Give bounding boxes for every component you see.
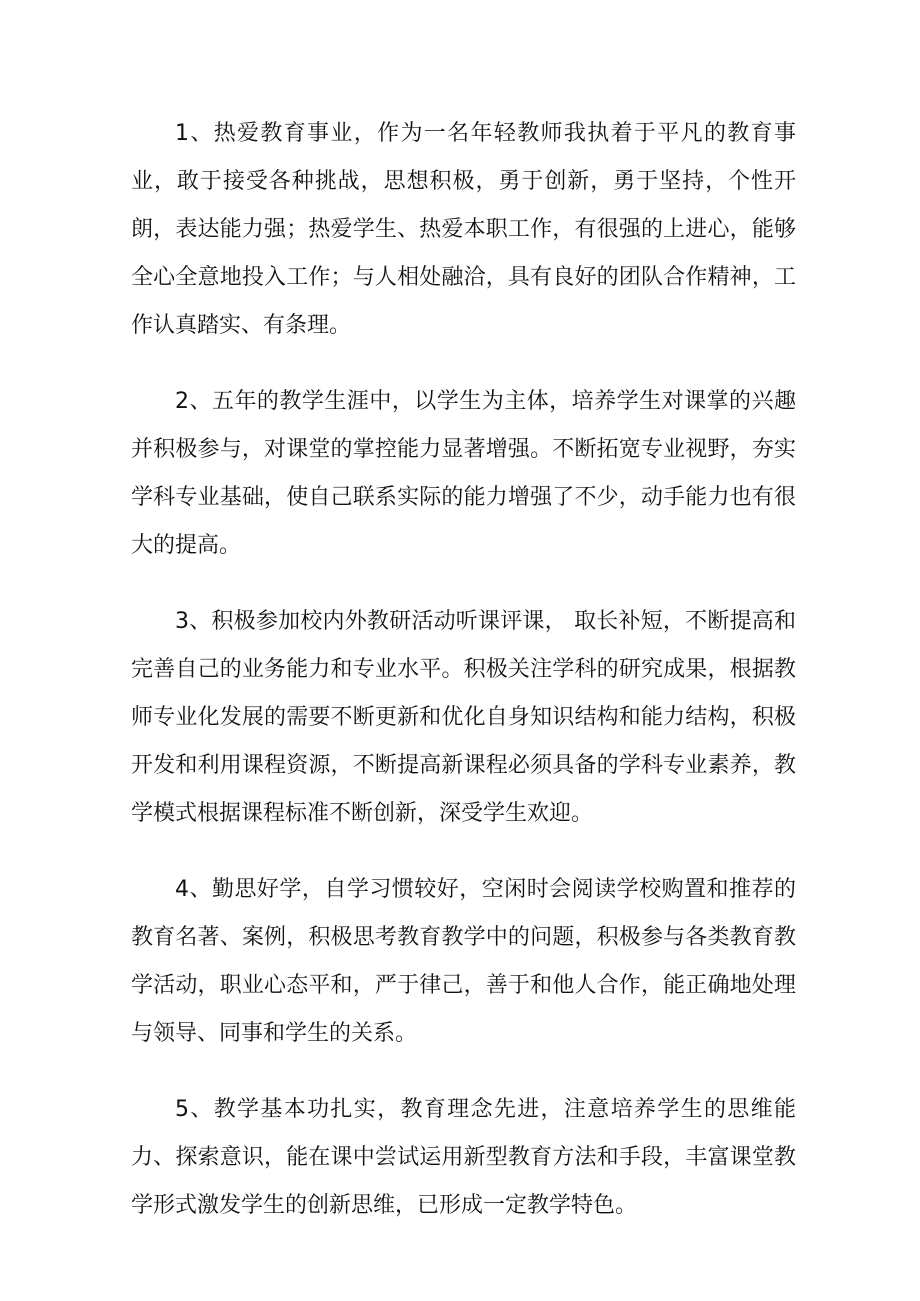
paragraph-4: 4、勤思好学，自学习惯较好，空闲时会阅读学校购置和推荐的教育名著、案例，积极思考教育教学中的问题，积极参与各类教育教学活动，职业心态平和，严于律己，善于和他人合作，能正确地处理与领导、同事和学生的关系。 [131,877,796,1046]
paragraph-3: 3、积极参加校内外教研活动听课评课， 取长补短，不断提高和完善自己的业务能力和专业水平。积极关注学科的研究成果，根据教师专业化发展的需要不断更新和优化自身知识结构和能力结构，积极开发和利用课程资源，不断提高新课程必须具备的学科专业素养，教学模式根据课程标准不断创新，深受学生欢迎。 [131,609,796,826]
document-body [131,110,796,1258]
paragraph-1: 1、热爱教育事业，作为一名年轻教师我执着于平凡的教育事业，敢于接受各种挑战，思想积极，勇于创新，勇于坚持，个性开朗，表达能力强；热爱学生、热爱本职工作，有很强的上进心，能够全心全意地投入工作；与人相处融洽，具有良好的团队合作精神，工作认真踏实、有条理。 [131,121,796,338]
paragraph-2: 2、五年的教学生涯中，以学生为主体，培养学生对课掌的兴趣并积极参与，对课堂的掌控能力显著增强。不断拓宽专业视野，夯实学科专业基础，使自己联系实际的能力增强了不少，动手能力也有很大的提高。 [131,389,796,558]
paragraph-5: 5、教学基本功扎实，教育理念先进，注意培养学生的思维能力、探索意识，能在课中尝试运用新型教育方法和手段，丰富课堂教学形式激发学生的创新思维，已形成一定教学特色。 [131,1097,796,1218]
